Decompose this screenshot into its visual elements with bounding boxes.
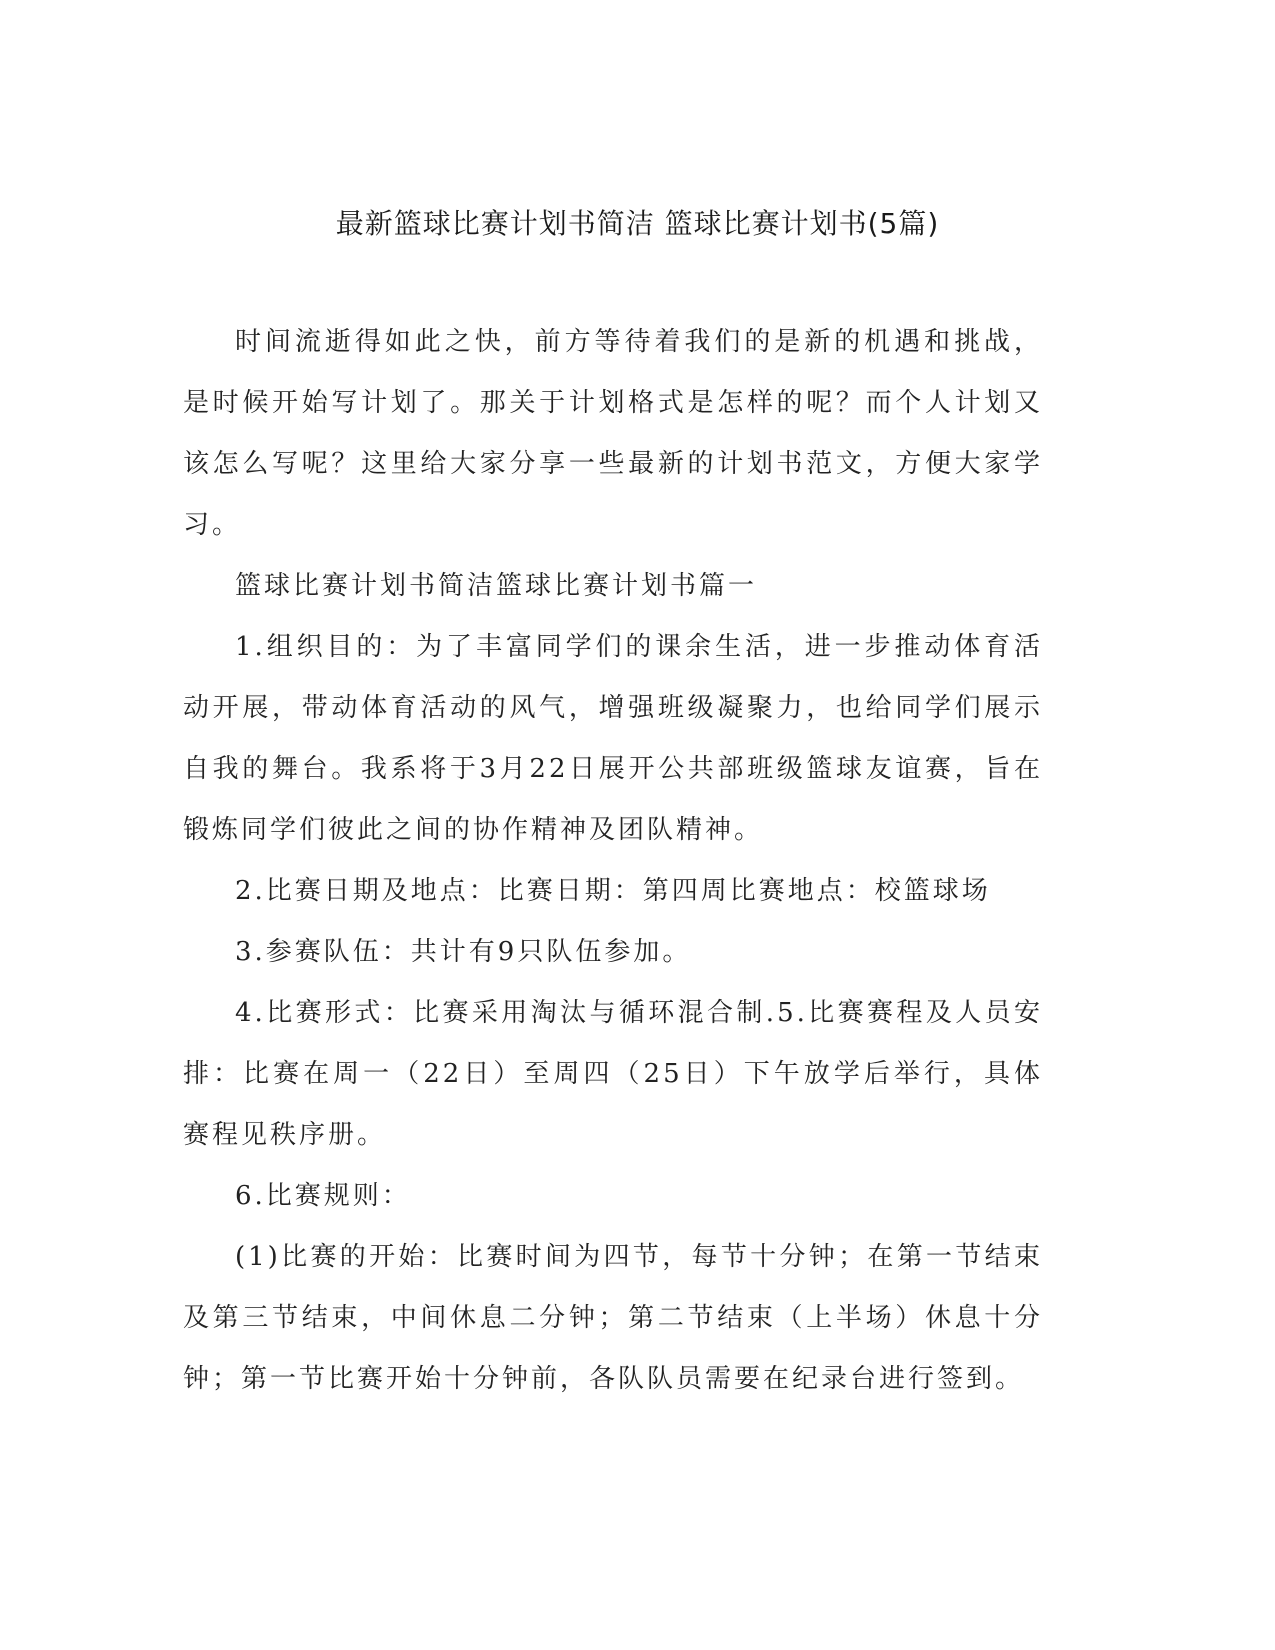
section-heading: 篮球比赛计划书简洁篮球比赛计划书篇一 [235,571,758,601]
purpose-paragraph: 1.组织目的：为了丰富同学们的课余生活，进一步推动体育活动开展，带动体育活动的风气，增强班级凝聚力，也给同学们展示自我的舞台。我系将于3月22日展开公共部班级篮球友谊赛，旨在锻炼同学们彼此之间的协作精神及团队精神。 [183,632,1043,845]
document-body [183,312,1043,1410]
format-schedule-paragraph: 4.比赛形式：比赛采用淘汰与循环混合制.5.比赛赛程及人员安排：比赛在周一（22日）至周四（25日）下午放学后举行，具体赛程见秩序册。 [183,998,1043,1150]
date-location-paragraph: 2.比赛日期及地点：比赛日期：第四周比赛地点：校篮球场 [235,876,991,906]
rules-heading: 6.比赛规则： [235,1181,411,1211]
teams-paragraph: 3.参赛队伍：共计有9只队伍参加。 [235,937,692,967]
intro-paragraph: 时间流逝得如此之快，前方等待着我们的是新的机遇和挑战，是时候开始写计划了。那关于计划格式是怎样的呢？而个人计划又该怎么写呢？这里给大家分享一些最新的计划书范文，方便大家学习。 [183,327,1043,540]
document-title: 最新篮球比赛计划书简洁 篮球比赛计划书(5篇) [335,207,940,240]
rule-start-paragraph: (1)比赛的开始：比赛时间为四节，每节十分钟；在第一节结束及第三节结束，中间休息二分钟；第二节结束（上半场）休息十分钟；第一节比赛开始十分钟前，各队队员需要在纪录台进行签到。 [183,1242,1043,1394]
